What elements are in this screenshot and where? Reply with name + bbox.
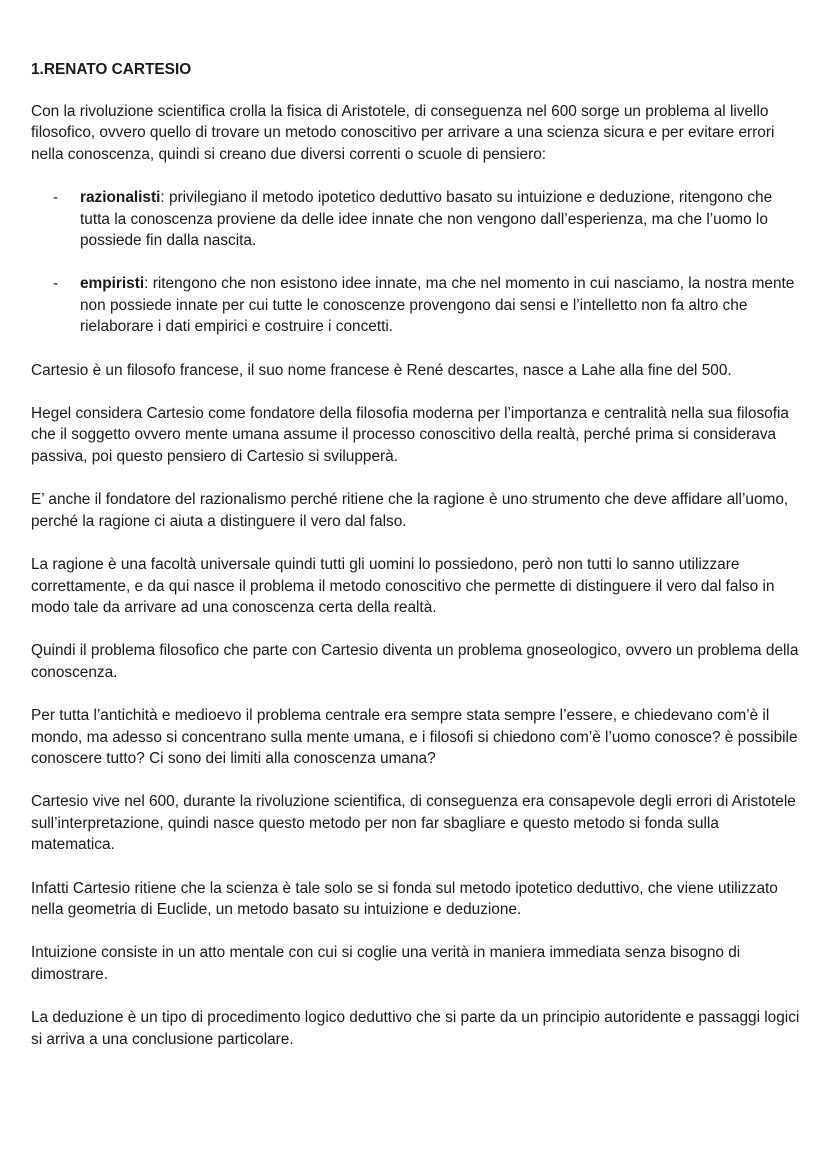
bullet-dash: - bbox=[53, 275, 59, 293]
document-title: 1.RENATO CARTESIO bbox=[31, 61, 192, 78]
intro-paragraph: Con la rivoluzione scientifica crolla la fisica di Aristotele, di conseguenza nel 600 sorge un problema al livello filosofico, ovvero quello di trovare un metodo conoscitivo per arrivare a una scienza sicura e per evitare errori nella conoscenza, quindi si creano due diversi correnti o scuole di pensiero: bbox=[31, 103, 775, 163]
schools-list bbox=[31, 187, 806, 337]
paragraph-rivoluzione: Cartesio vive nel 600, durante la rivoluzione scientifica, di conseguenza era consapevole degli errori di Aristotele sull’interpretazione, quindi nasce questo metodo per non far sbagliare e questo metodo si fonda sulla matematica. bbox=[31, 793, 796, 854]
list-item-razionalisti bbox=[31, 187, 806, 251]
paragraph-razionalismo: E’ anche il fondatore del razionalismo perché ritiene che la ragione è uno strumento che deve affidare all’uomo, perché la ragione ci aiuta a distinguere il vero dal falso. bbox=[31, 491, 789, 530]
list-item-empiristi bbox=[31, 273, 806, 337]
paragraph-intuizione: Intuizione consiste in un atto mentale con cui si coglie una verità in maniera immediata senza bisogno di dimostrare. bbox=[31, 944, 741, 983]
paragraph-deduzione: La deduzione è un tipo di procedimento logico deduttivo che si parte da un principio autoridente e passaggi logici si arriva a una conclusione particolare. bbox=[31, 1009, 800, 1048]
bullet-dash: - bbox=[53, 189, 59, 207]
paragraph-cartesio-origin: Cartesio è un filosofo francese, il suo nome francese è René descartes, nasce a Lahe alla fine del 500. bbox=[31, 361, 732, 379]
paragraph-metodo: Infatti Cartesio ritiene che la scienza è tale solo se si fonda sul metodo ipotetico deduttivo, che viene utilizzato nella geometria di Euclide, un metodo basato su intuizione e deduzione. bbox=[31, 879, 778, 918]
term-empiristi: empiristi bbox=[80, 275, 145, 293]
term-razionalisti: razionalisti bbox=[80, 189, 161, 207]
document-page bbox=[31, 59, 806, 1072]
paragraph-ragione: La ragione è una facoltà universale quindi tutti gli uomini lo possiedono, però non tutti lo sanno utilizzare correttamente, e da qui nasce il problema il metodo conoscitivo che permette di distinguere il vero dal falso in modo tale da arrivare ad una conoscenza certa della realtà. bbox=[31, 556, 775, 616]
definition-razionalisti: : privilegiano il metodo ipotetico deduttivo basato su intuizione e deduzione, ritengono che tutta la conoscenza proviene da delle idee innate che non vengono dall’esperienza, ma che l’uomo lo possiede fin dalla nascita. bbox=[80, 189, 773, 250]
paragraph-antichita: Per tutta l’antichità e medioevo il problema centrale era sempre stata sempre l’essere, e chiedevano com’è il mondo, ma adesso si concentrano sulla mente umana, e i filosofi si chiedono com’è l’uomo conosce? è possibile conoscere tutto? Ci sono dei limiti alla conoscenza umana? bbox=[31, 707, 798, 767]
paragraph-hegel: Hegel considera Cartesio come fondatore della filosofia moderna per l’importanza e centralità nella sua filosofia che il soggetto ovvero mente umana assume il processo conoscitivo della realtà, perché prima si considerava passiva, poi questo pensiero di Cartesio si svilupperà. bbox=[31, 405, 789, 465]
definition-empiristi: : ritengono che non esistono idee innate, ma che nel momento in cui nasciamo, la nostra mente non possiede innate per cui tutte le conoscenze provengono dai sensi e l’intelletto non fa altro che rielaborare i dati empirici e costruire i concetti. bbox=[80, 275, 795, 336]
paragraph-gnoseologico: Quindi il problema filosofico che parte con Cartesio diventa un problema gnoseologico, ovvero un problema della conoscenza. bbox=[31, 642, 799, 681]
